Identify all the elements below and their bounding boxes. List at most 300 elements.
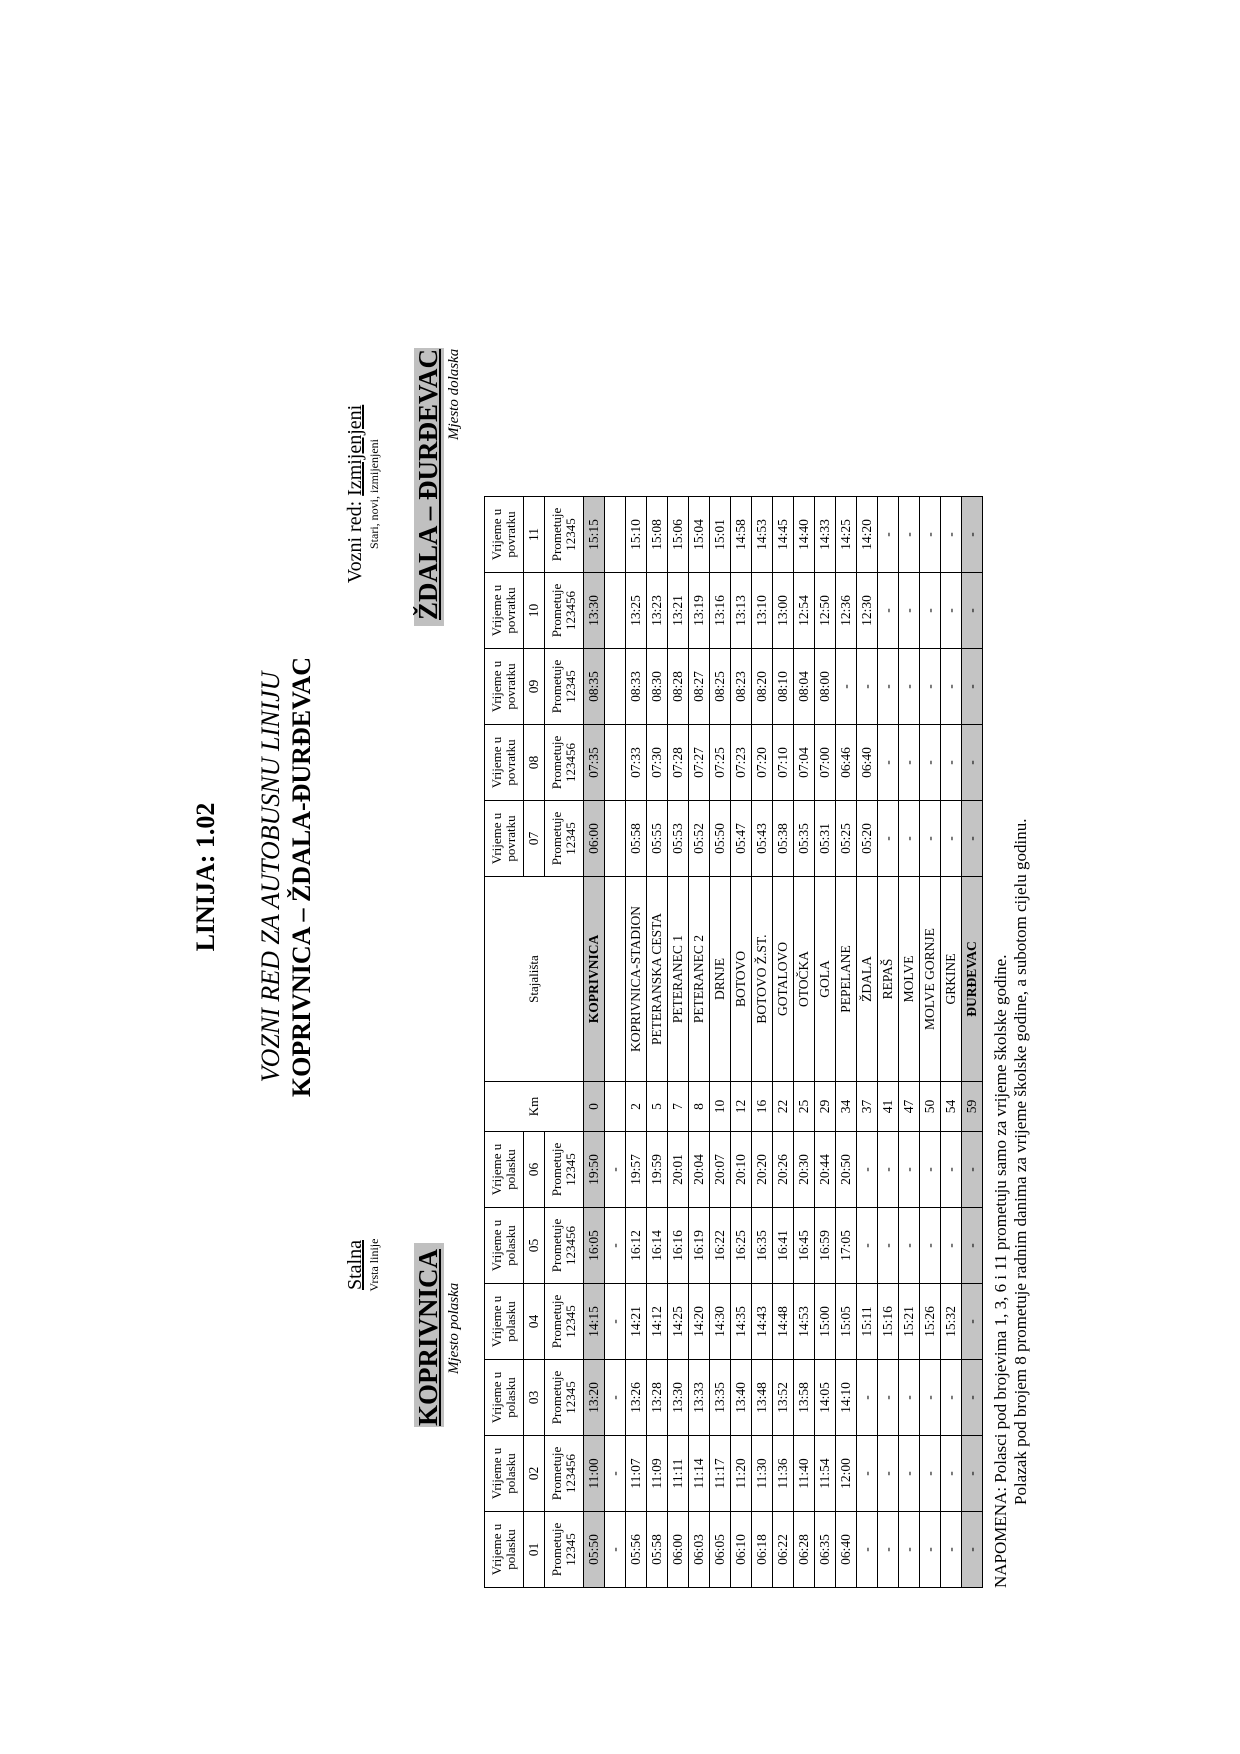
- return-time: 08:00: [815, 649, 836, 725]
- km-cell: 10: [710, 1082, 731, 1132]
- trip-header-label: Vrijeme u povratku: [485, 801, 524, 877]
- departure-time: 16:25: [731, 1208, 752, 1284]
- table-row: [584, 497, 605, 1588]
- timetable-status-value: Izmijenjeni: [344, 404, 366, 496]
- departure-time: 20:44: [815, 1132, 836, 1208]
- departure-time: -: [962, 1512, 983, 1588]
- departure-time: 19:57: [626, 1132, 647, 1208]
- departure-time: 14:43: [752, 1284, 773, 1360]
- stop-name: PETERANEC 2: [689, 877, 710, 1082]
- departure-time: 13:26: [626, 1360, 647, 1436]
- departure-time: 16:22: [710, 1208, 731, 1284]
- departure-time: -: [605, 1436, 626, 1512]
- return-time: 15:01: [710, 497, 731, 573]
- stop-name: MOLVE GORNJE: [920, 877, 941, 1082]
- departure-time: 14:35: [731, 1284, 752, 1360]
- return-time: 08:27: [689, 649, 710, 725]
- departure-time: -: [941, 1208, 962, 1284]
- departure-place: KOPRIVNICA: [414, 1243, 444, 1427]
- departure-time: 20:26: [773, 1132, 794, 1208]
- departure-time: -: [962, 1360, 983, 1436]
- return-time: -: [920, 725, 941, 801]
- stop-name: PETERANEC 1: [668, 877, 689, 1082]
- km-cell: 29: [815, 1082, 836, 1132]
- trip-header-label: Vrijeme u povratku: [485, 725, 524, 801]
- departure-time: -: [857, 1132, 878, 1208]
- table-row: [647, 497, 668, 1588]
- departure-time: -: [899, 1132, 920, 1208]
- return-time: -: [962, 497, 983, 573]
- stop-name: MOLVE: [899, 877, 920, 1082]
- trip-days: Prometuje 12345: [545, 1360, 584, 1436]
- departure-time: -: [920, 1360, 941, 1436]
- stop-name: ŽDALA: [857, 877, 878, 1082]
- table-row: [626, 497, 647, 1588]
- return-time: 05:58: [626, 801, 647, 877]
- trip-number: 04: [524, 1284, 545, 1360]
- timetable-status: [345, 334, 380, 654]
- trip-number: 09: [524, 649, 545, 725]
- table-row: [920, 497, 941, 1588]
- timetable: [484, 496, 983, 1588]
- departure-time: -: [962, 1208, 983, 1284]
- departure-time: 06:40: [836, 1512, 857, 1588]
- trip-number: 01: [524, 1512, 545, 1588]
- km-cell: 22: [773, 1082, 794, 1132]
- departure-time: 16:19: [689, 1208, 710, 1284]
- stop-name: GOTALOVO: [773, 877, 794, 1082]
- departure-time: -: [941, 1436, 962, 1512]
- return-time: 13:00: [773, 573, 794, 649]
- return-time: 15:15: [584, 497, 605, 573]
- stop-name: GRKINE: [941, 877, 962, 1082]
- departure-time: 12:00: [836, 1436, 857, 1512]
- km-cell: 47: [899, 1082, 920, 1132]
- stop-name: DRNJE: [710, 877, 731, 1082]
- departure-time: 20:01: [668, 1132, 689, 1208]
- departure-time: -: [899, 1436, 920, 1512]
- return-time: 13:13: [731, 573, 752, 649]
- return-time: 05:55: [647, 801, 668, 877]
- departure-time: 15:16: [878, 1284, 899, 1360]
- departure-time: 14:30: [710, 1284, 731, 1360]
- return-time: 13:23: [647, 573, 668, 649]
- return-time: 14:20: [857, 497, 878, 573]
- return-time: [605, 801, 626, 877]
- trip-header-label: Vrijeme u polasku: [485, 1360, 524, 1436]
- departure-time: 14:05: [815, 1360, 836, 1436]
- departure-time: -: [857, 1436, 878, 1512]
- trip-days: Prometuje 12345: [545, 497, 584, 573]
- return-time: -: [899, 649, 920, 725]
- return-time: -: [899, 801, 920, 877]
- return-time: 06:46: [836, 725, 857, 801]
- stop-name: REPAŠ: [878, 877, 899, 1082]
- trip-header-label: Vrijeme u polasku: [485, 1284, 524, 1360]
- stop-name: BOTOVO: [731, 877, 752, 1082]
- timetable-status-label: Stari, novi, izmijenjeni: [367, 439, 381, 549]
- arrival-place-label: Mjesto dolaska: [446, 348, 462, 440]
- departure-time: 15:26: [920, 1284, 941, 1360]
- departure-time: 16:14: [647, 1208, 668, 1284]
- note-line: NAPOMENA: Polasci pod brojevima 1, 3, 6 i 11 prometuju samo za vrijeme školske godine.: [991, 954, 1010, 1588]
- line-number: LINIJA: 1.02: [191, 802, 220, 952]
- departure-time: 16:59: [815, 1208, 836, 1284]
- return-time: [605, 573, 626, 649]
- return-time: 06:00: [584, 801, 605, 877]
- departure-time: 11:36: [773, 1436, 794, 1512]
- return-time: 05:38: [773, 801, 794, 877]
- return-time: -: [941, 649, 962, 725]
- stop-name: OTOČKA: [794, 877, 815, 1082]
- departure-time: 15:00: [815, 1284, 836, 1360]
- return-time: 08:20: [752, 649, 773, 725]
- return-time: 05:35: [794, 801, 815, 877]
- km-header: Km: [485, 1082, 584, 1132]
- return-time: 15:04: [689, 497, 710, 573]
- return-time: -: [941, 573, 962, 649]
- departure-time: -: [962, 1132, 983, 1208]
- departure-time: 06:22: [773, 1512, 794, 1588]
- departure-time: 11:11: [668, 1436, 689, 1512]
- departure-time: 11:17: [710, 1436, 731, 1512]
- trip-header-label: Vrijeme u polasku: [485, 1208, 524, 1284]
- return-time: -: [920, 497, 941, 573]
- return-time: [605, 725, 626, 801]
- return-time: 07:33: [626, 725, 647, 801]
- table-row: [773, 497, 794, 1588]
- departure-time: -: [605, 1284, 626, 1360]
- return-time: -: [941, 801, 962, 877]
- departure-time: -: [899, 1208, 920, 1284]
- table-row: [731, 497, 752, 1588]
- km-cell: 37: [857, 1082, 878, 1132]
- return-time: -: [962, 725, 983, 801]
- arrival-place: ŽDALA – ĐURĐEVAC: [414, 348, 444, 626]
- km-cell: 50: [920, 1082, 941, 1132]
- departure-time: 20:10: [731, 1132, 752, 1208]
- departure-time: -: [605, 1132, 626, 1208]
- departure-time: -: [941, 1360, 962, 1436]
- return-time: 07:00: [815, 725, 836, 801]
- departure-time: 15:21: [899, 1284, 920, 1360]
- departure-time: -: [920, 1208, 941, 1284]
- trip-days: Prometuje 12345: [545, 1284, 584, 1360]
- table-row: [668, 497, 689, 1588]
- departure-time: 06:00: [668, 1512, 689, 1588]
- departure-time: 14:21: [626, 1284, 647, 1360]
- departure-time: 19:59: [647, 1132, 668, 1208]
- return-time: 07:25: [710, 725, 731, 801]
- return-time: 12:30: [857, 573, 878, 649]
- table-row: [857, 497, 878, 1588]
- trip-days: Prometuje 123456: [545, 725, 584, 801]
- return-time: 14:58: [731, 497, 752, 573]
- trip-days: Prometuje 12345: [545, 1132, 584, 1208]
- return-time: -: [941, 725, 962, 801]
- line-type-label: Vrsta linije: [367, 1238, 381, 1292]
- trip-number: 11: [524, 497, 545, 573]
- stop-name: PETERANSKA CESTA: [647, 877, 668, 1082]
- departure-time: 13:58: [794, 1360, 815, 1436]
- departure-time: 16:41: [773, 1208, 794, 1284]
- departure-time: 06:28: [794, 1512, 815, 1588]
- table-row: [962, 497, 983, 1588]
- departure-time: 17:05: [836, 1208, 857, 1284]
- trip-number: 06: [524, 1132, 545, 1208]
- return-time: 05:31: [815, 801, 836, 877]
- departure-time: -: [878, 1360, 899, 1436]
- return-time: 13:30: [584, 573, 605, 649]
- return-time: 08:04: [794, 649, 815, 725]
- return-time: 14:33: [815, 497, 836, 573]
- return-time: 13:19: [689, 573, 710, 649]
- departure-time: 13:28: [647, 1360, 668, 1436]
- departure-time: 20:30: [794, 1132, 815, 1208]
- trip-number: 08: [524, 725, 545, 801]
- km-cell: 54: [941, 1082, 962, 1132]
- departure-time: -: [941, 1132, 962, 1208]
- return-time: -: [857, 649, 878, 725]
- return-time: 08:33: [626, 649, 647, 725]
- stops-header: Stajališta: [485, 877, 584, 1082]
- stop-name: ĐURĐEVAC: [962, 877, 983, 1082]
- stop-name: PEPELANE: [836, 877, 857, 1082]
- table-row: [878, 497, 899, 1588]
- trip-days: Prometuje 12345: [545, 649, 584, 725]
- trip-days: Prometuje 123456: [545, 1436, 584, 1512]
- departure-time: 14:12: [647, 1284, 668, 1360]
- return-time: 05:43: [752, 801, 773, 877]
- note-line: Polazak pod brojem 8 prometuje radnim danima za vrijeme školske godine, a subotom cijelu godinu.: [1010, 818, 1030, 1505]
- departure-time: 14:48: [773, 1284, 794, 1360]
- return-time: -: [899, 725, 920, 801]
- notes: [991, 819, 1030, 1588]
- departure-time: -: [878, 1436, 899, 1512]
- trip-number: 03: [524, 1360, 545, 1436]
- departure-time: 11:07: [626, 1436, 647, 1512]
- return-time: -: [962, 801, 983, 877]
- departure-time: -: [962, 1284, 983, 1360]
- table-row: [605, 497, 626, 1588]
- return-time: 05:53: [668, 801, 689, 877]
- trip-days: Prometuje 12345: [545, 1512, 584, 1588]
- km-cell: [605, 1082, 626, 1132]
- departure-time: 06:35: [815, 1512, 836, 1588]
- return-time: 14:53: [752, 497, 773, 573]
- return-time: 08:28: [668, 649, 689, 725]
- return-time: 07:30: [647, 725, 668, 801]
- return-time: 07:35: [584, 725, 605, 801]
- trip-days: Prometuje 123456: [545, 1208, 584, 1284]
- line-type-value: Stalna: [344, 1240, 366, 1290]
- departure-time: 16:35: [752, 1208, 773, 1284]
- trip-number: 07: [524, 801, 545, 877]
- departure-time: -: [878, 1512, 899, 1588]
- table-row: [899, 497, 920, 1588]
- departure-time: 16:45: [794, 1208, 815, 1284]
- departure-time: -: [878, 1208, 899, 1284]
- departure-time: 20:07: [710, 1132, 731, 1208]
- departure-time: 11:20: [731, 1436, 752, 1512]
- km-cell: 8: [689, 1082, 710, 1132]
- departure-time: 11:30: [752, 1436, 773, 1512]
- departure-time: 06:10: [731, 1512, 752, 1588]
- departure-time: 06:05: [710, 1512, 731, 1588]
- trip-header-label: Vrijeme u povratku: [485, 497, 524, 573]
- return-time: -: [899, 497, 920, 573]
- km-cell: 12: [731, 1082, 752, 1132]
- departure-time: -: [899, 1512, 920, 1588]
- return-time: 05:50: [710, 801, 731, 877]
- return-time: -: [920, 649, 941, 725]
- return-time: 08:23: [731, 649, 752, 725]
- departure-time: 20:50: [836, 1132, 857, 1208]
- return-time: 05:47: [731, 801, 752, 877]
- table-row: [815, 497, 836, 1588]
- return-time: 13:10: [752, 573, 773, 649]
- km-cell: 41: [878, 1082, 899, 1132]
- departure-time: 05:56: [626, 1512, 647, 1588]
- departure-time: 11:09: [647, 1436, 668, 1512]
- return-time: -: [878, 497, 899, 573]
- return-time: -: [899, 573, 920, 649]
- return-time: -: [878, 573, 899, 649]
- km-cell: 5: [647, 1082, 668, 1132]
- departure-time: -: [605, 1360, 626, 1436]
- stop-name: KOPRIVNICA-STADION: [626, 877, 647, 1082]
- return-time: -: [836, 649, 857, 725]
- return-time: 12:54: [794, 573, 815, 649]
- trip-number: 10: [524, 573, 545, 649]
- trip-number: 02: [524, 1436, 545, 1512]
- table-row: [941, 497, 962, 1588]
- return-time: 15:08: [647, 497, 668, 573]
- departure-time: -: [857, 1360, 878, 1436]
- trip-days: Prometuje 12345: [545, 801, 584, 877]
- departure-time: 13:35: [710, 1360, 731, 1436]
- departure-time: 15:11: [857, 1284, 878, 1360]
- table-row: [710, 497, 731, 1588]
- table-row: [794, 497, 815, 1588]
- return-time: [605, 649, 626, 725]
- return-time: 07:23: [731, 725, 752, 801]
- stop-name: [605, 877, 626, 1082]
- departure-time: 20:20: [752, 1132, 773, 1208]
- return-time: 07:04: [794, 725, 815, 801]
- km-cell: 0: [584, 1082, 605, 1132]
- return-time: -: [920, 801, 941, 877]
- return-time: -: [962, 649, 983, 725]
- table-row: [689, 497, 710, 1588]
- return-time: 08:35: [584, 649, 605, 725]
- return-time: 13:25: [626, 573, 647, 649]
- departure-time: 16:05: [584, 1208, 605, 1284]
- return-time: -: [941, 497, 962, 573]
- return-time: 15:06: [668, 497, 689, 573]
- return-time: 07:10: [773, 725, 794, 801]
- trip-header-label: Vrijeme u polasku: [485, 1436, 524, 1512]
- return-time: 12:36: [836, 573, 857, 649]
- departure-time: -: [857, 1512, 878, 1588]
- departure-time: 13:30: [668, 1360, 689, 1436]
- stop-name: KOPRIVNICA: [584, 877, 605, 1082]
- return-time: 13:16: [710, 573, 731, 649]
- return-time: 08:25: [710, 649, 731, 725]
- departure-time: 11:00: [584, 1436, 605, 1512]
- departure-time: -: [878, 1132, 899, 1208]
- departure-time: 14:53: [794, 1284, 815, 1360]
- departure-time: 13:20: [584, 1360, 605, 1436]
- departure-time: -: [920, 1436, 941, 1512]
- return-time: 15:10: [626, 497, 647, 573]
- departure-time: -: [941, 1512, 962, 1588]
- departure-time: 13:48: [752, 1360, 773, 1436]
- km-cell: 2: [626, 1082, 647, 1132]
- return-time: 14:45: [773, 497, 794, 573]
- departure-time: 14:10: [836, 1360, 857, 1436]
- departure-time: 15:05: [836, 1284, 857, 1360]
- departure-time: -: [605, 1512, 626, 1588]
- return-time: -: [962, 573, 983, 649]
- departure-time: 15:32: [941, 1284, 962, 1360]
- departure-place-label: Mjesto polaska: [446, 1282, 462, 1374]
- trip-header-label: Vrijeme u povratku: [485, 573, 524, 649]
- route-title: KOPRIVNICA – ŽDALA-ĐURĐEVAC: [287, 656, 316, 1098]
- departure-time: -: [857, 1208, 878, 1284]
- timetable-status-prefix: Vozni red:: [344, 495, 366, 584]
- departure-time: -: [920, 1512, 941, 1588]
- km-cell: 7: [668, 1082, 689, 1132]
- km-cell: 16: [752, 1082, 773, 1132]
- km-cell: 59: [962, 1082, 983, 1132]
- return-time: 07:27: [689, 725, 710, 801]
- table-row: [836, 497, 857, 1588]
- departure-time: 11:54: [815, 1436, 836, 1512]
- departure-time: 05:50: [584, 1512, 605, 1588]
- stop-name: BOTOVO Ž.ST.: [752, 877, 773, 1082]
- departure-time: 11:40: [794, 1436, 815, 1512]
- return-time: -: [878, 801, 899, 877]
- departure-time: 13:40: [731, 1360, 752, 1436]
- return-time: -: [878, 649, 899, 725]
- table-row: [752, 497, 773, 1588]
- trip-header-label: Vrijeme u polasku: [485, 1512, 524, 1588]
- departure-time: 13:33: [689, 1360, 710, 1436]
- stop-name: GOLA: [815, 877, 836, 1082]
- document-title: VOZNI RED ZA AUTOBUSNU LINIJU: [256, 671, 285, 1083]
- return-time: 14:25: [836, 497, 857, 573]
- return-time: 05:52: [689, 801, 710, 877]
- departure-time: 19:50: [584, 1132, 605, 1208]
- departure-time: -: [605, 1208, 626, 1284]
- trip-days: Prometuje 123456: [545, 573, 584, 649]
- return-time: 06:40: [857, 725, 878, 801]
- line-type: [345, 1145, 380, 1385]
- departure-time: 14:20: [689, 1284, 710, 1360]
- departure-time: 14:25: [668, 1284, 689, 1360]
- return-time: 05:20: [857, 801, 878, 877]
- return-time: 08:10: [773, 649, 794, 725]
- return-time: 12:50: [815, 573, 836, 649]
- km-cell: 34: [836, 1082, 857, 1132]
- return-time: 07:28: [668, 725, 689, 801]
- departure-time: 11:14: [689, 1436, 710, 1512]
- departure-time: 14:15: [584, 1284, 605, 1360]
- departure-time: 06:03: [689, 1512, 710, 1588]
- departure-time: -: [899, 1360, 920, 1436]
- return-time: 14:40: [794, 497, 815, 573]
